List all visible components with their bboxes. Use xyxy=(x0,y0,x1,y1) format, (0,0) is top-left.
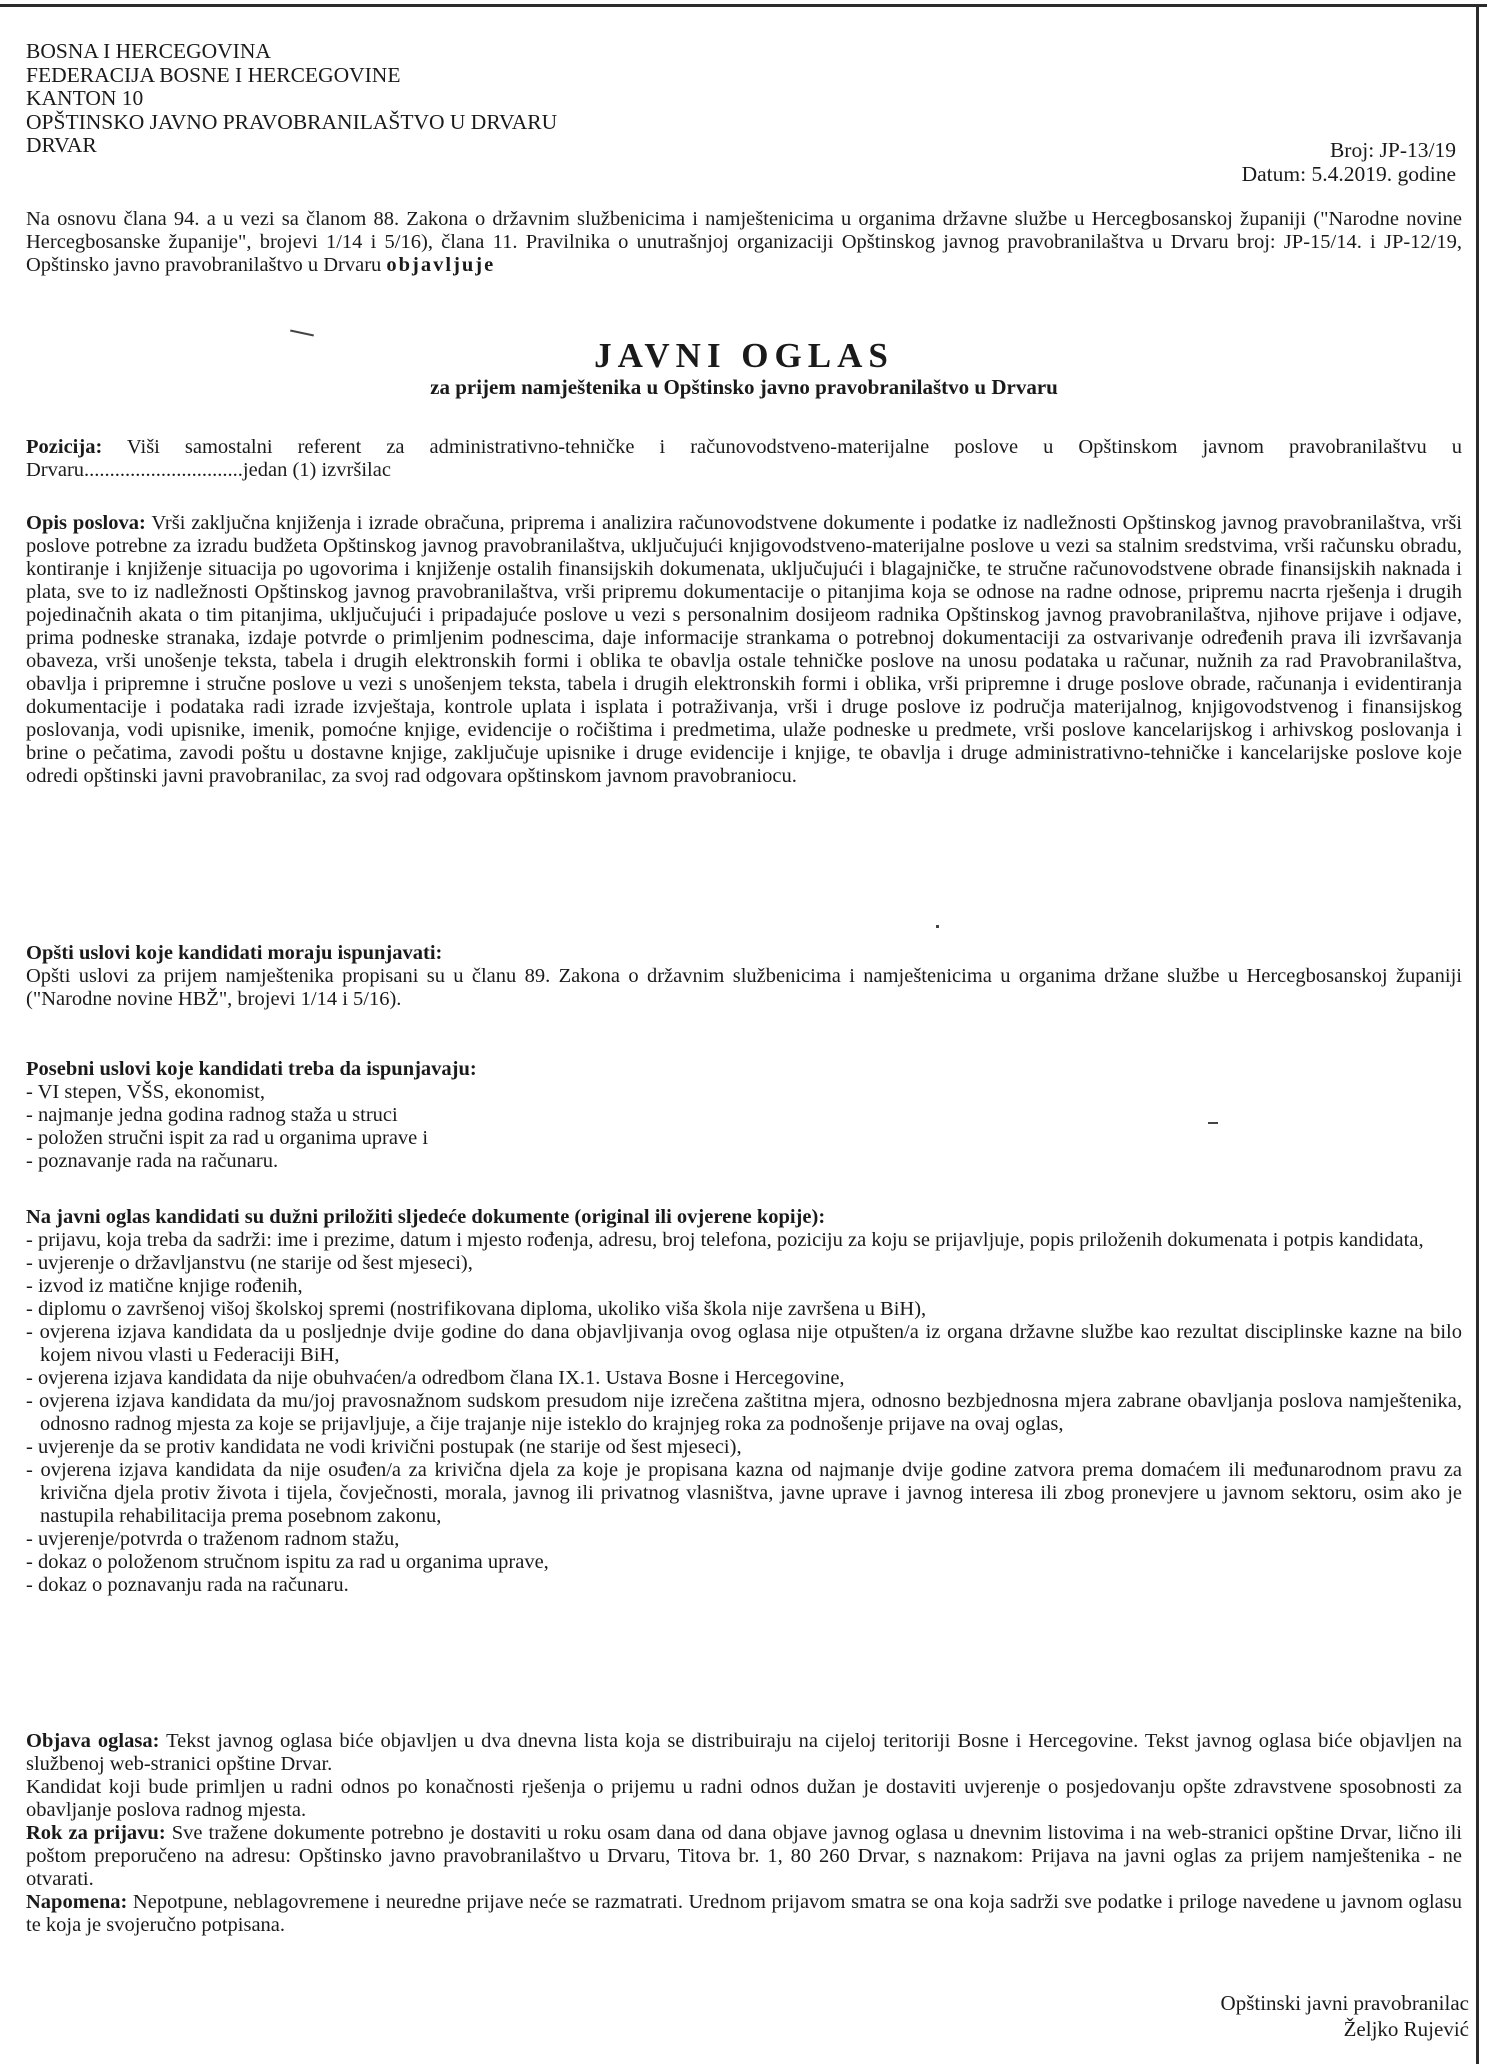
required-documents-label: Na javni oglas kandidati su dužni priložiti sljedeće dokumente (original ili ovjerene kopije): xyxy=(26,1206,826,1228)
list-item: - poznavanje rada na računaru. xyxy=(26,1150,1462,1173)
list-item: - uvjerenje da se protiv kandidata ne vodi krivični postupak (ne starije od šest mjeseci), xyxy=(26,1436,1462,1459)
signature-block xyxy=(1221,1990,1469,2042)
list-item: - ovjerena izjava kandidata da nije obuhvaćen/a odredbom člana IX.1. Ustava Bosne i Hercegovine, xyxy=(26,1367,1462,1390)
signatory-name: Željko Rujević xyxy=(1343,2017,1469,2041)
header-line: DRVAR xyxy=(26,133,97,157)
header-line: KANTON 10 xyxy=(26,86,144,110)
job-description-text: Vrši zaključna knjiženja i izrade obračuna, priprema i analizira računovodstvene dokumente i podatke iz nadležnosti Opštinskog javnog pravobranilaštva, vrši poslove potrebne za izradu budžeta Opštinskog javnog pravobranilaštva, uključujući knjigovodstveno-materijalne poslove u vezi sa stalnim sredstvima, vrši računsku obradu, kontiranje i knjiženje situacija po ugovorima i knjiženje ostalih finansijskih dokumenata, uključujući i blagajničke, te stručne računovodstvene obrade finansijskih naknada i plata, sve to iz nadležnosti Opštinskog javnog pravobranilaštva, vrši pripremu dokumentacije o pitanjima koja se odnose na radne odnose, pripremu nacrta rješenja i drugih pojedinačnih akata o tim pitanjima, uključujući i pripadajuće poslove u vezi s personalnim dosijeom radnika Opštinskog javnog pravobranilaštva, njihove prijave i odjave, prima podneske stranaka, izdaje potvrde o primljenim podnescima, daje informacije strankama o potrebnoj dokumentaciji za ostvarivanje određenih prava ili izvršavanja obaveza, vrši unošenje teksta, tabela i drugih elektronskih formi i oblika te obavlja ostale tehničke poslove na unosu podataka u računar, nužnih za rad Pravobranilaštva, obavlja i pripremne i stručne poslove u vezi s unošenjem teksta, tabela i drugih elektronskih formi i oblika, vrši pripremne i druge poslove obrade, računanja i evidentiranja dokumentacije i podataka radi izrade izvještaja, kontrole uplata i isplata i potraživanja, vrši i druge poslove iz područja materijalnog, knjigovodstvenog i finansijskog poslovanja, vodi upisnike, imenik, pomoćne knjige, evidencije o ročištima i predmetima, ulaže podneske u predmete, vrši poslove kancelarijskog i arhivskog poslovanja i brine o pečatima, zavodi poštu u dostavne knjige, zaključuje upisnike i druge evidencije i knjige, te obavlja i druge administrativno-tehničke i kancelarijske poslove koje odredi opštinski javni pravobranilac, za svoj rad odgovara opštinskom javnom pravobraniocu. xyxy=(26,512,1462,787)
special-conditions-label: Posebni uslovi koje kandidati treba da ispunjavaju: xyxy=(26,1058,477,1080)
scan-border-right xyxy=(1476,4,1479,2064)
note-text: Nepotpune, neblagovremene i neuredne prijave neće se razmatrati. Urednom prijavom smatra se ona koja sadrži sve podatke i priloge navedene u javnom oglasu te koja je svojeručno potpisana. xyxy=(26,1891,1462,1936)
deadline-label: Rok za prijavu: xyxy=(26,1822,166,1844)
position-label: Pozicija: xyxy=(26,436,103,458)
required-documents-section xyxy=(26,1206,1462,1597)
position-section xyxy=(26,436,1462,482)
reference-number: Broj: JP-13/19 xyxy=(1329,138,1456,162)
reference-block xyxy=(1242,138,1456,186)
deadline-text: Sve tražene dokumente potrebno je dostaviti u roku osam dana od dana objave javnog oglasa u dnevnim listovima i na web-stranici opštine Drvar, lično ili poštom preporučeno na adresu: Opštinsko javno pravobranilaštvo u Drvaru, Titova br. 1, 80 260 Drvar, s naznakom: Prijava na javni oglas za prijem namještenika - ne otvarati. xyxy=(26,1822,1463,1890)
position-text: Viši samostalni referent za administrativno-tehničke i računovodstveno-materijalne poslove u Opštinskom javnom pravobranilaštvu u Drvaru...............................jedan (1) izvršilac xyxy=(26,436,1462,481)
document-title: JAVNI OGLAS xyxy=(594,336,894,375)
list-item: - uvjerenje/potvrda o traženom radnom stažu, xyxy=(26,1528,1462,1551)
signatory-role: Opštinski javni pravobranilac xyxy=(1220,1991,1469,2015)
health-certificate-text: Kandidat koji bude primljen u radni odnos po konačnosti rješenja o prijemu u radni odnos dužan je dostaviti uvjerenje o posjedovanju opšte zdravstvene sposobnosti za obavljanje poslova radnog mjesta. xyxy=(26,1776,1462,1821)
job-description-section xyxy=(26,512,1462,788)
general-conditions-section xyxy=(26,942,1462,1011)
legal-basis-text: Na osnovu člana 94. a u vezi sa članom 88. Zakona o državnim službenicima i namještenicima u organima državne službe u Hercegbosanskoj županiji ("Narodne novine Hercegbosanske županije", brojevi 1/14 i 5/16), člana 11. Pravilnika o unutrašnjoj organizaciji Opštinskog javnog pravobranilaštva u Drvaru broj: JP-15/14. i JP-12/19, Opštinsko javno pravobranilaštvo u Drvaru xyxy=(26,208,1462,276)
general-conditions-text: Opšti uslovi za prijem namještenika propisani su u članu 89. Zakona o državnim službenicima i namještenicima u organima držane službe u Hercegbosanskoj županiji ("Narodne novine HBŽ", brojevi 1/14 i 5/16). xyxy=(26,965,1462,1010)
list-item: - dokaz o poznavanju rada na računaru. xyxy=(26,1574,1462,1597)
header-line: OPŠTINSKO JAVNO PRAVOBRANILAŠTVO U DRVARU xyxy=(26,109,558,134)
list-item: - prijavu, koja treba da sadrži: ime i prezime, datum i mjesto rođenja, adresu, broj telefona, poziciju za koju se prijavljuje, popis priloženih dokumenata i potpis kandidata, xyxy=(26,1229,1462,1252)
publication-section xyxy=(26,1730,1462,1937)
list-item: - uvjerenje o državljanstvu (ne starije od šest mjeseci), xyxy=(26,1252,1462,1275)
special-conditions-list xyxy=(26,1081,1462,1173)
list-item: - ovjerena izjava kandidata da u posljednje dvije godine do dana objavljivanja ovog oglasa nije otpušten/a iz organa državne službe kao rezultat disciplinske kazne na bilo kojem nivou vlasti u Federaciji BiH, xyxy=(26,1321,1462,1367)
list-item: - dokaz o položenom stručnom ispitu za rad u organima uprave, xyxy=(26,1551,1462,1574)
list-item: - diplomu o završenoj višoj školskoj spremi (nostrifikovana diploma, ukoliko viša škola nije završena u BiH), xyxy=(26,1298,1462,1321)
header-line: FEDERACIJA BOSNE I HERCEGOVINE xyxy=(26,62,401,87)
header-line: BOSNA I HERCEGOVINA xyxy=(26,39,271,63)
scan-speck xyxy=(1208,1122,1218,1124)
publication-label: Objava oglasa: xyxy=(26,1730,160,1752)
list-item: - ovjerena izjava kandidata da nije osuđen/a za krivična djela za koje je propisana kazna od najmanje dvije godine zatvora prema domaćem ili međunarodnom pravu za krivična djela protiv života i tijela, čovječnosti, morala, javnog ili privatnog vlasništva, javne uprave i javnog interesa ili zbog pronevjere u javnom sektoru, osim ako je nastupila rehabilitacija prema posebnom zakonu, xyxy=(26,1459,1462,1528)
issuer-header xyxy=(26,40,557,158)
scan-border-top xyxy=(0,4,1487,7)
list-item: - položen stručni ispit za rad u organima uprave i xyxy=(26,1127,1462,1150)
list-item: - ovjerena izjava kandidata da mu/joj pravosnažnom sudskom presudom nije izrečena zaštitna mjera, odnosno bezbjednosna mjera zabrane obavljanja poslova namještenika, odnosno radnog mjesta za koje se prijavljuje, a čije trajanje nije isteklo do krajnjeg roka za podnošenje prijave na ovaj oglas, xyxy=(26,1390,1462,1436)
job-description-label: Opis poslova: xyxy=(26,512,146,534)
note-label: Napomena: xyxy=(26,1891,128,1913)
list-item: - VI stepen, VŠS, ekonomist, xyxy=(26,1081,1462,1104)
document-date: Datum: 5.4.2019. godine xyxy=(1241,162,1456,186)
required-documents-list xyxy=(26,1229,1462,1597)
special-conditions-section xyxy=(26,1058,1462,1173)
legal-basis-verb: objavljuje xyxy=(386,254,496,276)
list-item: - najmanje jedna godina radnog staža u struci xyxy=(26,1104,1462,1127)
document-subtitle: za prijem namještenika u Opštinsko javno pravobranilaštvo u Drvaru xyxy=(430,375,1058,399)
list-item: - izvod iz matične knjige rođenih, xyxy=(26,1275,1462,1298)
publication-text: Tekst javnog oglasa biće objavljen u dva dnevna lista koja se distribuiraju na cijeloj teritoriji Bosne i Hercegovine. Tekst javnog oglasa biće objavljen na službenoj web-stranici opštine Drvar. xyxy=(26,1730,1462,1775)
scan-speck xyxy=(936,925,939,928)
general-conditions-label: Opšti uslovi koje kandidati moraju ispunjavati: xyxy=(26,942,443,964)
legal-basis-paragraph xyxy=(26,208,1462,277)
